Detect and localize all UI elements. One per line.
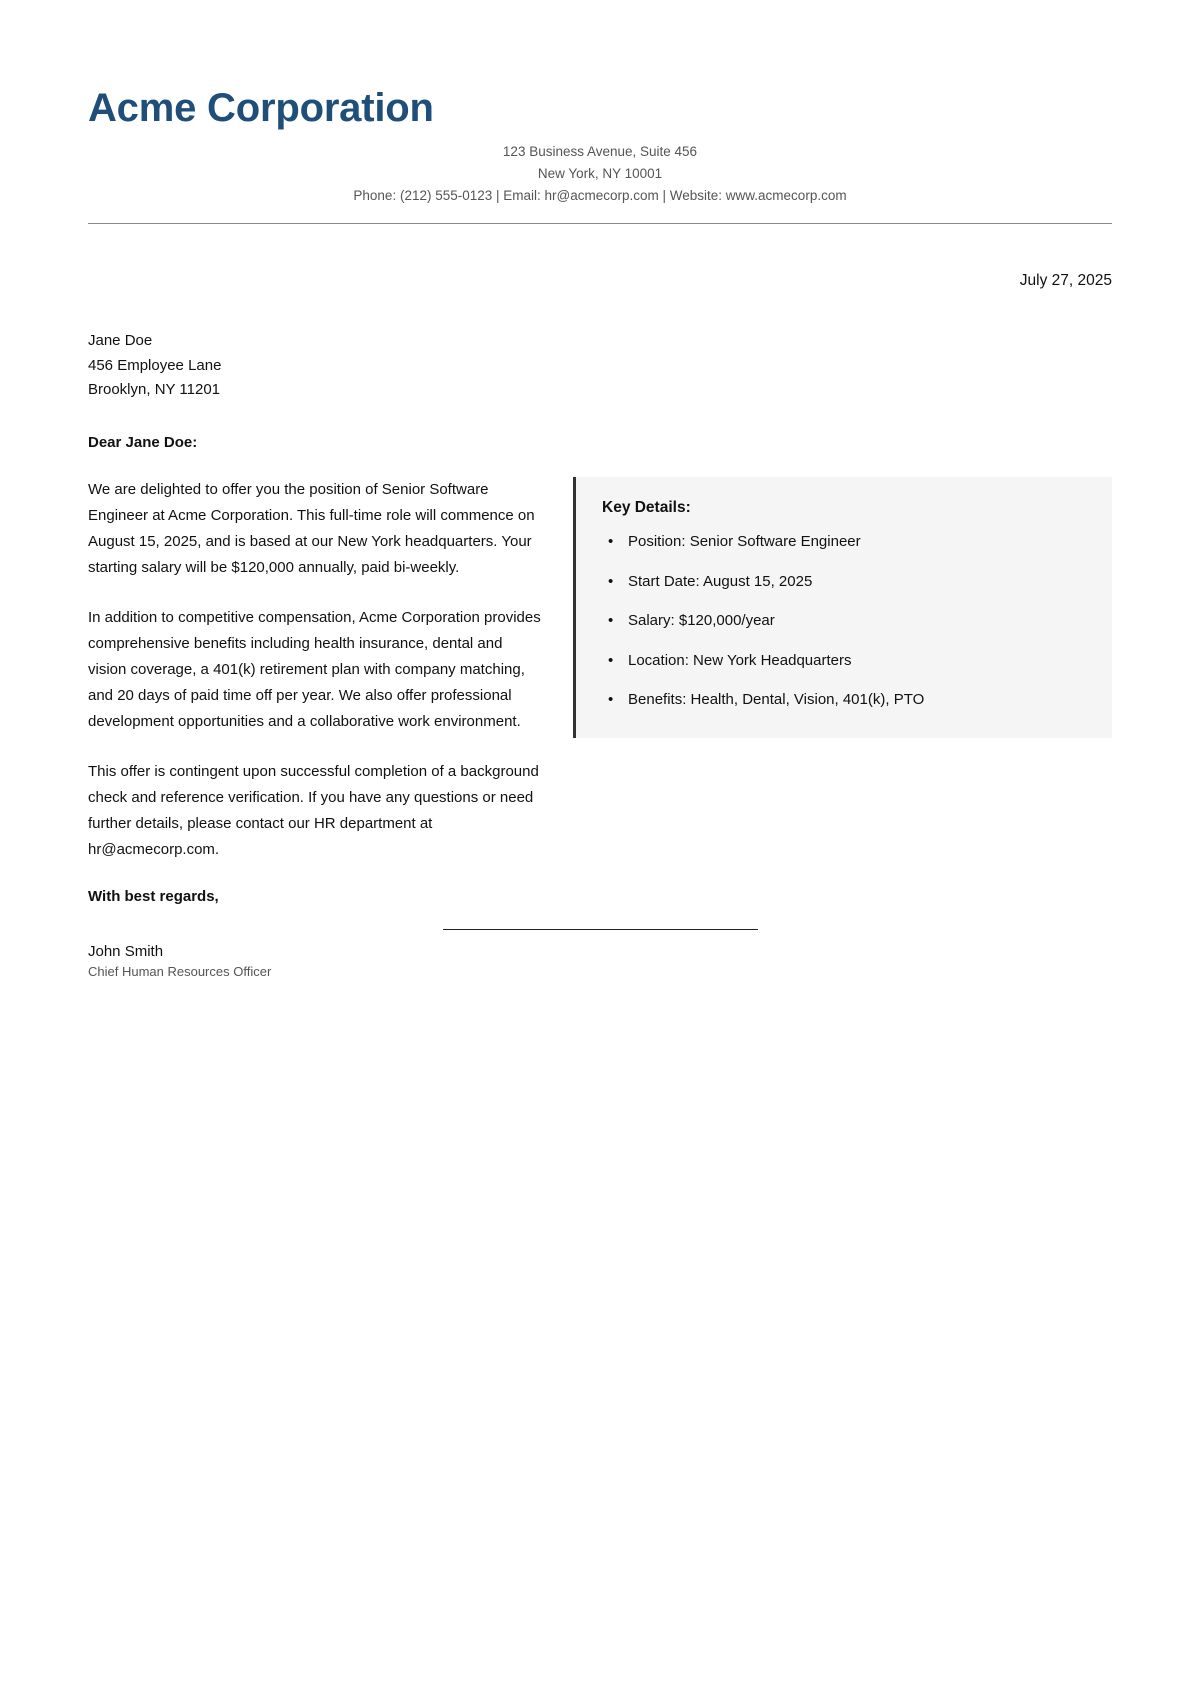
- letter-content: [88, 477, 1112, 862]
- bullet-icon: •: [608, 651, 614, 669]
- bullet-icon: •: [608, 572, 614, 590]
- letter-date: July 27, 2025: [1019, 272, 1112, 290]
- company-address-line-1: 123 Business Avenue, Suite 456: [502, 143, 698, 159]
- closing-line: With best regards,: [88, 888, 219, 906]
- key-details-title: Key Details:: [602, 499, 691, 517]
- bullet-icon: •: [608, 533, 614, 551]
- company-name: Acme Corporation: [88, 86, 434, 130]
- recipient-address-block: [88, 329, 1112, 402]
- letter-body: [88, 477, 543, 862]
- sidebar-column: [573, 477, 1112, 738]
- list-item: [602, 610, 1086, 633]
- salutation: Dear Jane Doe:: [88, 434, 198, 452]
- list-item-label: Location: New York Headquarters: [628, 651, 852, 669]
- signer-title: Chief Human Resources Officer: [88, 964, 272, 980]
- bullet-icon: •: [608, 612, 614, 630]
- list-item-label: Salary: $120,000/year: [628, 612, 775, 630]
- header-divider: [88, 223, 1112, 224]
- signature-line: [443, 929, 758, 930]
- recipient-city-state-zip: Brooklyn, NY 11201: [88, 380, 221, 398]
- body-paragraph: This offer is contingent upon successful completion of a background check and reference verification. If you have any questions or need further details, please contact our HR department at hr@acmecorp.com.: [88, 762, 539, 858]
- body-paragraph: We are delighted to offer you the position of Senior Software Engineer at Acme Corporation. This full-time role will commence on August 15, 2025, and is based at our New York headquarters. Your starting salary will be $120,000 annually, paid bi-weekly.: [88, 481, 535, 577]
- list-item: [602, 650, 1086, 673]
- bullet-icon: •: [608, 691, 614, 709]
- recipient-street: 456 Employee Lane: [88, 356, 222, 374]
- company-contact-line: Phone: (212) 555-0123 | Email: hr@acmecorp.com | Website: www.acmecorp.com: [353, 187, 847, 203]
- list-item: [602, 689, 1086, 712]
- key-details-box: [573, 477, 1112, 738]
- signer-name: John Smith: [88, 943, 164, 961]
- recipient-name: Jane Doe: [88, 332, 153, 350]
- key-details-list: [602, 531, 1086, 712]
- list-item-label: Benefits: Health, Dental, Vision, 401(k), PTO: [628, 691, 925, 709]
- list-item: [602, 571, 1086, 594]
- letterhead: [88, 72, 1112, 224]
- company-address-line-2: New York, NY 10001: [537, 165, 663, 181]
- body-paragraph: In addition to competitive compensation, Acme Corporation provides comprehensive benefits including health insurance, dental and vision coverage, a 401(k) retirement plan with company matching, and 20 days of paid time off per year. We also offer professional development opportunities and a collaborative work environment.: [88, 609, 541, 730]
- list-item-label: Position: Senior Software Engineer: [628, 533, 861, 551]
- list-item: [602, 531, 1086, 554]
- list-item-label: Start Date: August 15, 2025: [628, 572, 813, 590]
- company-contact-block: [88, 141, 1112, 207]
